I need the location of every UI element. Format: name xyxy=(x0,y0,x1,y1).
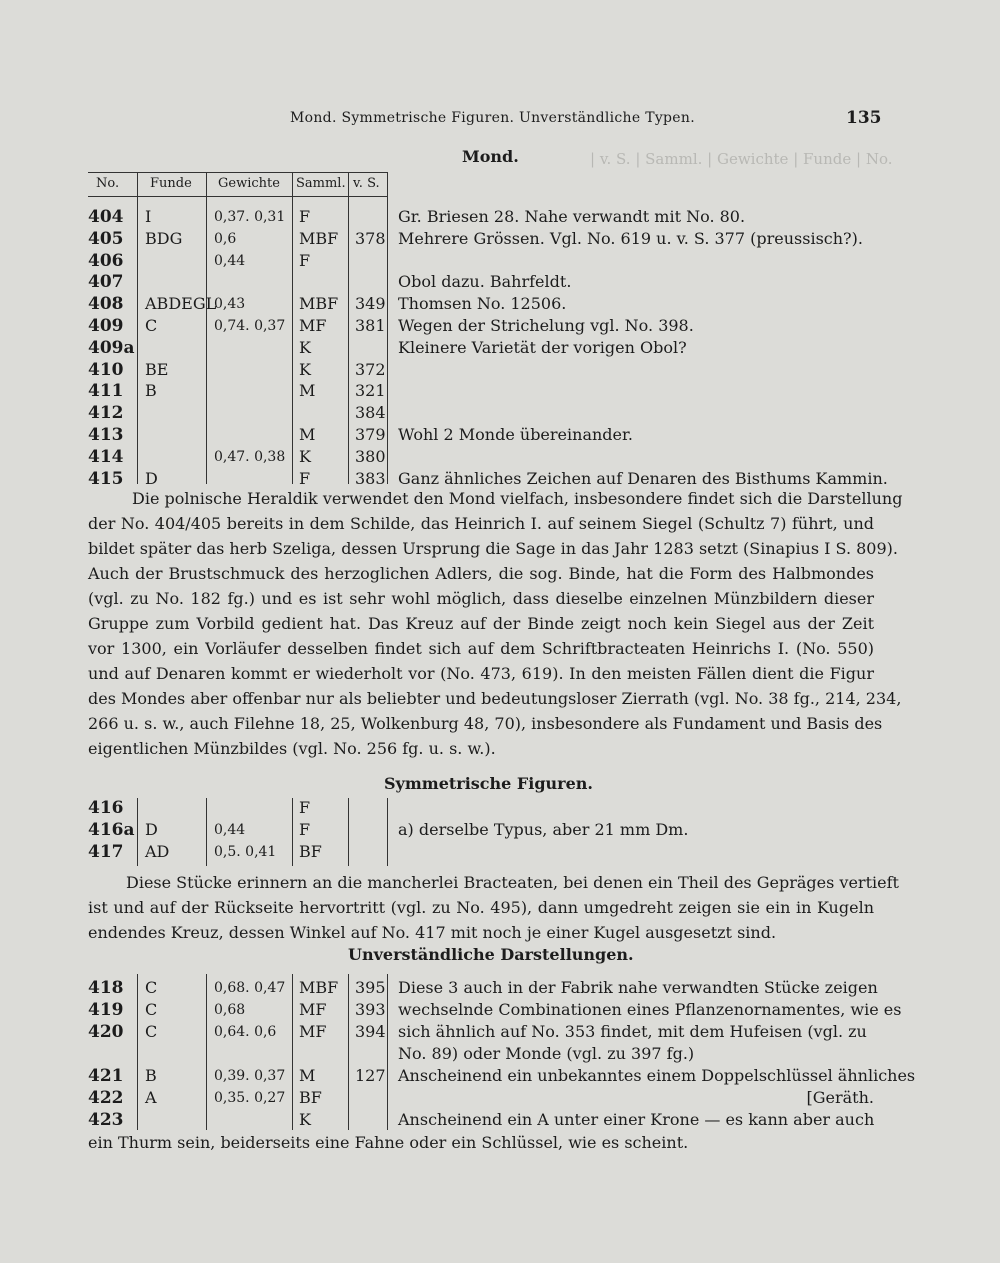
section-title-mond: Mond. xyxy=(462,147,519,166)
paragraph-line: 266 u. s. w., auch Filehne 18, 25, Wolkenburg 48, 70), insbesondere als Fundament und Basis des xyxy=(88,714,883,733)
cell-funde: AD xyxy=(145,842,170,861)
paragraph-line: Die polnische Heraldik verwendet den Mond vielfach, insbesondere findet sich die Darstellung xyxy=(132,489,903,508)
cell-vs: 394 xyxy=(355,1022,386,1041)
cell-vs: 393 xyxy=(355,1000,386,1019)
cell-no: 404 xyxy=(88,207,124,227)
cell-no: 408 xyxy=(88,294,124,315)
cell-samml: BF xyxy=(299,1088,322,1107)
cell-samml: F xyxy=(299,798,311,817)
cell-samml: M xyxy=(299,1066,316,1085)
cell-no: 416a xyxy=(88,820,135,840)
paragraph-line: des Mondes aber offenbar nur als beliebter und bedeutungsloser Zierrath (vgl. No. 38 fg., 214, 234, xyxy=(88,689,902,708)
cell-vs: 378 xyxy=(355,228,386,248)
cell-samml: MBF xyxy=(299,228,339,248)
cell-gewichte: 0,68 xyxy=(214,1002,246,1018)
cell-gewichte: 0,5. 0,41 xyxy=(214,844,277,860)
cell-funde: BDG xyxy=(145,228,183,248)
header-samml: Samml. xyxy=(296,176,346,191)
table-row xyxy=(0,977,1000,999)
cell-funde: I xyxy=(145,207,152,226)
cell-samml: MF xyxy=(299,1000,327,1019)
section-title-symmetrisch: Symmetrische Figuren. xyxy=(384,774,593,793)
cell-remark: Wegen der Strichelung vgl. No. 398. xyxy=(398,316,694,335)
table-row xyxy=(0,380,1000,402)
table-row xyxy=(0,1043,1000,1065)
cell-funde: D xyxy=(145,820,158,839)
table-row xyxy=(0,999,1000,1021)
cell-remark: Wohl 2 Monde übereinander. xyxy=(398,425,633,444)
header-no: No. xyxy=(96,176,120,191)
cell-gewichte: 0,35. 0,27 xyxy=(214,1090,286,1106)
cell-vs: 380 xyxy=(355,446,386,466)
cell-no: 409 xyxy=(88,316,124,336)
cell-samml: K xyxy=(299,446,311,466)
cell-vs: 372 xyxy=(355,359,386,379)
cell-gewichte: 0,47. 0,38 xyxy=(214,448,286,465)
cell-remark: Anscheinend ein unbekanntes einem Doppelschlüssel ähnliches xyxy=(398,1066,916,1085)
table-row xyxy=(0,206,1000,228)
table-top-rule xyxy=(88,172,388,173)
paragraph-line: und auf Denaren kommt er wiederholt vor (No. 473, 619). In den meisten Fällen dient die Figur xyxy=(88,664,874,683)
table-row xyxy=(0,1087,1000,1109)
cell-vs: 395 xyxy=(355,978,386,997)
cell-samml: MF xyxy=(299,1022,327,1041)
table-row xyxy=(0,315,1000,337)
cell-samml: MBF xyxy=(299,294,339,314)
table-row xyxy=(0,841,1000,863)
cell-samml: K xyxy=(299,1110,311,1129)
cell-vs: 381 xyxy=(355,316,386,335)
header-funde: Funde xyxy=(150,176,192,191)
cell-no: 410 xyxy=(88,359,124,380)
cell-samml: F xyxy=(299,207,311,226)
cell-no: 415 xyxy=(88,468,124,489)
cell-funde: B xyxy=(145,1066,157,1085)
cell-no: 420 xyxy=(88,1022,124,1042)
cell-no: 409a xyxy=(88,337,135,358)
cell-no: 421 xyxy=(88,1066,124,1086)
cell-remark: Mehrere Grössen. Vgl. No. 619 u. v. S. 377 (preussisch?). xyxy=(398,228,863,248)
cell-remark: [Geräth. xyxy=(806,1088,874,1107)
paragraph-line: ist und auf der Rückseite hervortritt (vgl. zu No. 495), dann umgedreht zeigen sie ein in Kugeln xyxy=(88,898,874,917)
paragraph-line: bildet später das herb Szeliga, dessen Ursprung die Sage in das Jahr 1283 setzt (Sinapius I S. 809). xyxy=(88,539,898,558)
cell-samml: BF xyxy=(299,842,322,861)
cell-samml: F xyxy=(299,820,311,839)
running-head: Mond. Symmetrische Figuren. Unverständliche Typen. xyxy=(290,110,695,126)
paragraph-line: der No. 404/405 bereits in dem Schilde, das Heinrich I. auf seinem Siegel (Schultz 7) führt, und xyxy=(88,514,874,533)
cell-samml: MBF xyxy=(299,978,339,997)
cell-remark: Obol dazu. Bahrfeldt. xyxy=(398,272,572,292)
cell-vs: 127 xyxy=(355,1066,386,1085)
paragraph-line: eigentlichen Münzbildes (vgl. No. 256 fg. u. s. w.). xyxy=(88,739,496,758)
cell-remark: Anscheinend ein A unter einer Krone — es kann aber auch xyxy=(398,1110,875,1129)
cell-no: 407 xyxy=(88,272,124,293)
cell-funde: ABDEGL xyxy=(145,294,217,314)
cell-no: 413 xyxy=(88,425,124,445)
cell-gewichte: 0,39. 0,37 xyxy=(214,1068,286,1084)
table-row xyxy=(0,228,1000,250)
cell-samml: K xyxy=(299,337,311,357)
cell-funde: D xyxy=(145,468,158,488)
paragraph-line: endendes Kreuz, dessen Winkel auf No. 417 mit noch je einer Kugel ausgesetzt sind. xyxy=(88,923,777,942)
cell-gewichte: 0,6 xyxy=(214,230,237,247)
paragraph-bracteaten xyxy=(88,870,899,945)
table-row xyxy=(0,337,1000,359)
cell-vs: 379 xyxy=(355,425,386,444)
cell-funde: C xyxy=(145,1022,158,1041)
cell-remark: Diese 3 auch in der Fabrik nahe verwandten Stücke zeigen xyxy=(398,978,878,997)
cell-funde: A xyxy=(145,1088,157,1107)
cell-samml: F xyxy=(299,468,311,488)
cell-no: 423 xyxy=(88,1110,124,1130)
cell-vs: 384 xyxy=(355,403,386,423)
cell-no: 405 xyxy=(88,228,124,249)
paragraph-line: Diese Stücke erinnern an die mancherlei Bracteaten, bei denen ein Theil des Gepräges vertieft xyxy=(126,873,899,892)
cell-remark: Ganz ähnliches Zeichen auf Denaren des Bisthums Kammin. xyxy=(398,468,888,488)
table-row xyxy=(0,402,1000,424)
header-vs: v. S. xyxy=(353,176,380,191)
table-row xyxy=(0,819,1000,841)
closing-line: ein Thurm sein, beiderseits eine Fahne oder ein Schlüssel, wie es scheint. xyxy=(88,1133,689,1152)
cell-no: 419 xyxy=(88,1000,124,1020)
paragraph-line: Auch der Brustschmuck des herzoglichen Adlers, die sog. Binde, hat die Form des Halbmondes xyxy=(88,564,874,583)
cell-vs: 349 xyxy=(355,294,386,314)
cell-gewichte: 0,44 xyxy=(214,252,246,269)
header-gewichte: Gewichte xyxy=(218,176,280,191)
table-row xyxy=(0,1109,1000,1131)
table-header-rule xyxy=(88,196,388,197)
cell-no: 414 xyxy=(88,446,124,467)
paragraph-line: Gruppe zum Vorbild gedient hat. Das Kreuz auf der Binde zeigt noch kein Siegel aus der Zeit xyxy=(88,614,874,633)
cell-remark: wechselnde Combinationen eines Pflanzenornamentes, wie es xyxy=(398,1000,902,1019)
cell-samml: F xyxy=(299,250,311,270)
cell-funde: BE xyxy=(145,359,169,379)
cell-no: 411 xyxy=(88,381,124,402)
cell-no: 416 xyxy=(88,798,124,818)
paragraph-heraldik xyxy=(88,486,903,761)
cell-remark: Thomsen No. 12506. xyxy=(398,294,567,314)
table-row xyxy=(0,250,1000,272)
cell-samml: K xyxy=(299,359,311,379)
cell-samml: M xyxy=(299,425,316,444)
cell-gewichte: 0,37. 0,31 xyxy=(214,209,286,225)
cell-no: 406 xyxy=(88,250,124,271)
page-number: 135 xyxy=(846,108,882,128)
table-row xyxy=(0,1065,1000,1087)
bleed-through-decoration: | v. S. | Samml. | Gewichte | Funde | No. xyxy=(590,150,893,168)
table-row xyxy=(0,293,1000,315)
table-row xyxy=(0,424,1000,446)
cell-gewichte: 0,44 xyxy=(214,822,246,838)
cell-funde: C xyxy=(145,316,158,335)
paragraph-line: (vgl. zu No. 182 fg.) und es ist sehr wohl möglich, dass dieselbe einzelnen Münzbildern dieser xyxy=(88,589,874,608)
table-row xyxy=(0,1021,1000,1043)
cell-vs: 383 xyxy=(355,468,386,488)
table-row xyxy=(0,446,1000,468)
cell-gewichte: 0,64. 0,6 xyxy=(214,1024,277,1040)
cell-remark: No. 89) oder Monde (vgl. zu 397 fg.) xyxy=(398,1044,695,1063)
section-title-unverstaendlich: Unverständliche Darstellungen. xyxy=(348,945,634,964)
cell-funde: C xyxy=(145,1000,158,1019)
cell-no: 417 xyxy=(88,842,124,862)
table-row xyxy=(0,359,1000,381)
cell-no: 418 xyxy=(88,978,124,998)
cell-remark: a) derselbe Typus, aber 21 mm Dm. xyxy=(398,820,689,839)
cell-samml: M xyxy=(299,381,316,401)
cell-vs: 321 xyxy=(355,381,386,401)
cell-gewichte: 0,68. 0,47 xyxy=(214,980,286,996)
cell-funde: B xyxy=(145,381,157,401)
cell-remark: sich ähnlich auf No. 353 findet, mit dem Hufeisen (vgl. zu xyxy=(398,1022,867,1041)
cell-samml: MF xyxy=(299,316,327,335)
paragraph-line: vor 1300, ein Vorläufer desselben findet sich auf dem Schriftbracteaten Heinrichs I. (No. 550) xyxy=(88,639,874,658)
cell-gewichte: 0,74. 0,37 xyxy=(214,318,286,334)
cell-no: 422 xyxy=(88,1088,124,1108)
cell-gewichte: 0,43 xyxy=(214,296,246,313)
table-row xyxy=(0,797,1000,819)
cell-remark: Gr. Briesen 28. Nahe verwandt mit No. 80. xyxy=(398,207,746,226)
table-row xyxy=(0,271,1000,293)
cell-funde: C xyxy=(145,978,158,997)
cell-no: 412 xyxy=(88,403,124,424)
cell-remark: Kleinere Varietät der vorigen Obol? xyxy=(398,337,687,357)
